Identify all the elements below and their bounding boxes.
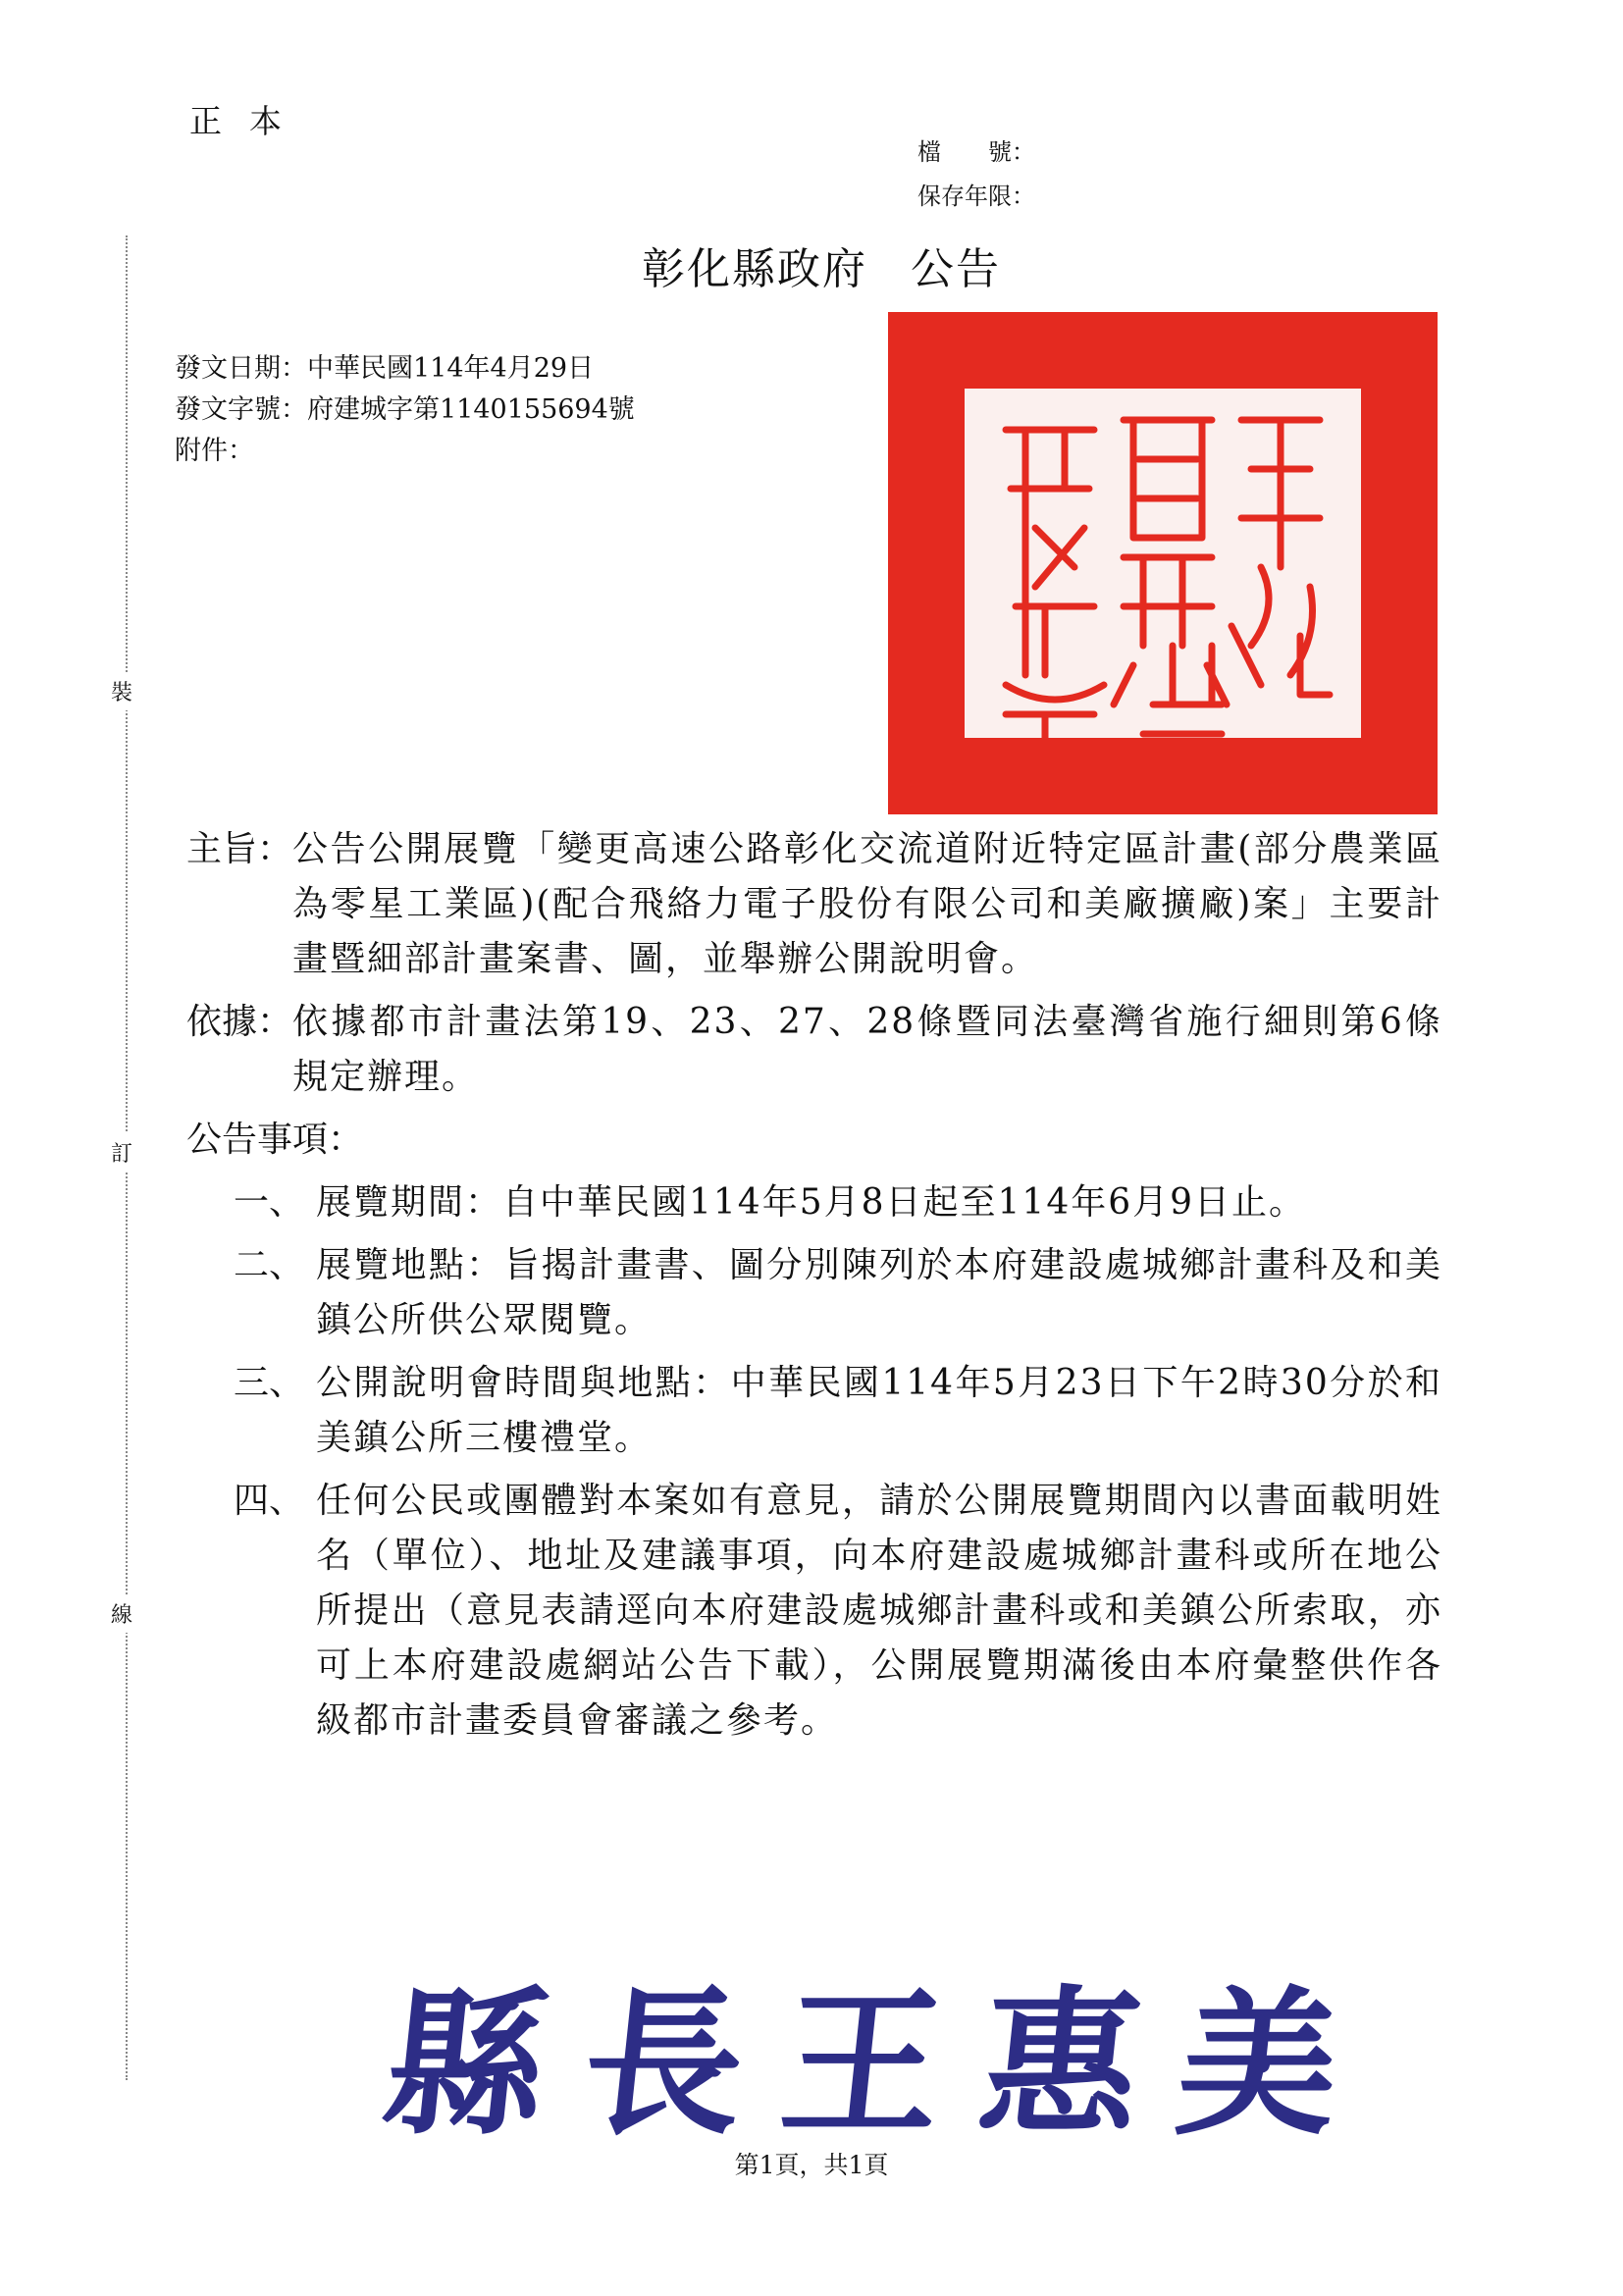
agency-name: 彰化縣政府 (642, 244, 867, 294)
subject-label: 主旨： (186, 829, 293, 869)
binding-char-xian: 線 (111, 1594, 132, 1633)
notice-item-text: 展覽期間：自中華民國114年5月8日起至114年6月9日止。 (316, 1182, 1307, 1223)
issue-number: 發文字號：府建城字第1140155694號 (175, 394, 635, 425)
notice-item-text: 展覽地點：旨揭計畫書、圖分別陳列於本府建設處城鄉計畫科及和美鎮公所供公眾閱覽。 (316, 1245, 1442, 1340)
attachment: 附件： (175, 436, 254, 466)
subject-row (186, 822, 1442, 987)
copy-label: 正本 (189, 102, 309, 140)
basis-label: 依據： (186, 1002, 293, 1042)
magistrate-signature: 縣長王惠美 (376, 1971, 1387, 2158)
seal-script-icon (888, 312, 1438, 814)
binding-char-ding: 訂 (111, 1133, 132, 1172)
basis-text: 依據都市計畫法第19、23、27、28條暨同法臺灣省施行細則第6條規定辦理。 (292, 1002, 1442, 1097)
subject-text: 公告公開展覽「變更高速公路彰化交流道附近特定區計畫(部分農業區為零星工業區)(配合飛絡力電子股份有限公司和美廠擴廠)案」主要計畫暨細部計畫案書、圖，並舉辦公開說明會。 (292, 829, 1442, 979)
notice-item (186, 1175, 1442, 1230)
binding-char-zhuang: 裝 (111, 672, 132, 710)
file-number-field: 檔 號： (917, 138, 1035, 166)
file-meta (917, 130, 1035, 219)
notice-item (186, 1474, 1442, 1748)
body-content (186, 822, 1442, 1756)
notice-item-number: 一、 (234, 1182, 305, 1223)
issue-info (175, 348, 635, 472)
document-title (0, 234, 1623, 296)
basis-row (186, 995, 1442, 1105)
notice-item-text: 公開說明會時間與地點：中華民國114年5月23日下午2時30分於和美鎮公所三樓禮堂。 (316, 1363, 1442, 1458)
notice-item (186, 1356, 1442, 1466)
notice-title: 公告事項： (186, 1120, 364, 1160)
notice-item (186, 1238, 1442, 1348)
notice-item-number: 二、 (234, 1245, 305, 1285)
page-number: 第1頁，共1頁 (734, 2151, 889, 2179)
document-type: 公告 (911, 244, 1001, 294)
official-seal (888, 312, 1438, 814)
notice-item-number: 四、 (234, 1481, 305, 1521)
notice-item-text: 任何公民或團體對本案如有意見，請於公開展覽期間內以書面載明姓名（單位）、地址及建議事項，向本府建設處城鄉計畫科或所在地公所提出（意見表請逕向本府建設處城鄉計畫科或和美鎮公所索取，亦可上本府建設處網站公告下載），公開展覽期滿後由本府彙整供作各級都市計畫委員會審議之參考。 (316, 1481, 1442, 1741)
issue-date: 發文日期：中華民國114年4月29日 (175, 353, 595, 384)
notice-item-number: 三、 (234, 1363, 305, 1403)
retention-field: 保存年限： (917, 183, 1035, 210)
